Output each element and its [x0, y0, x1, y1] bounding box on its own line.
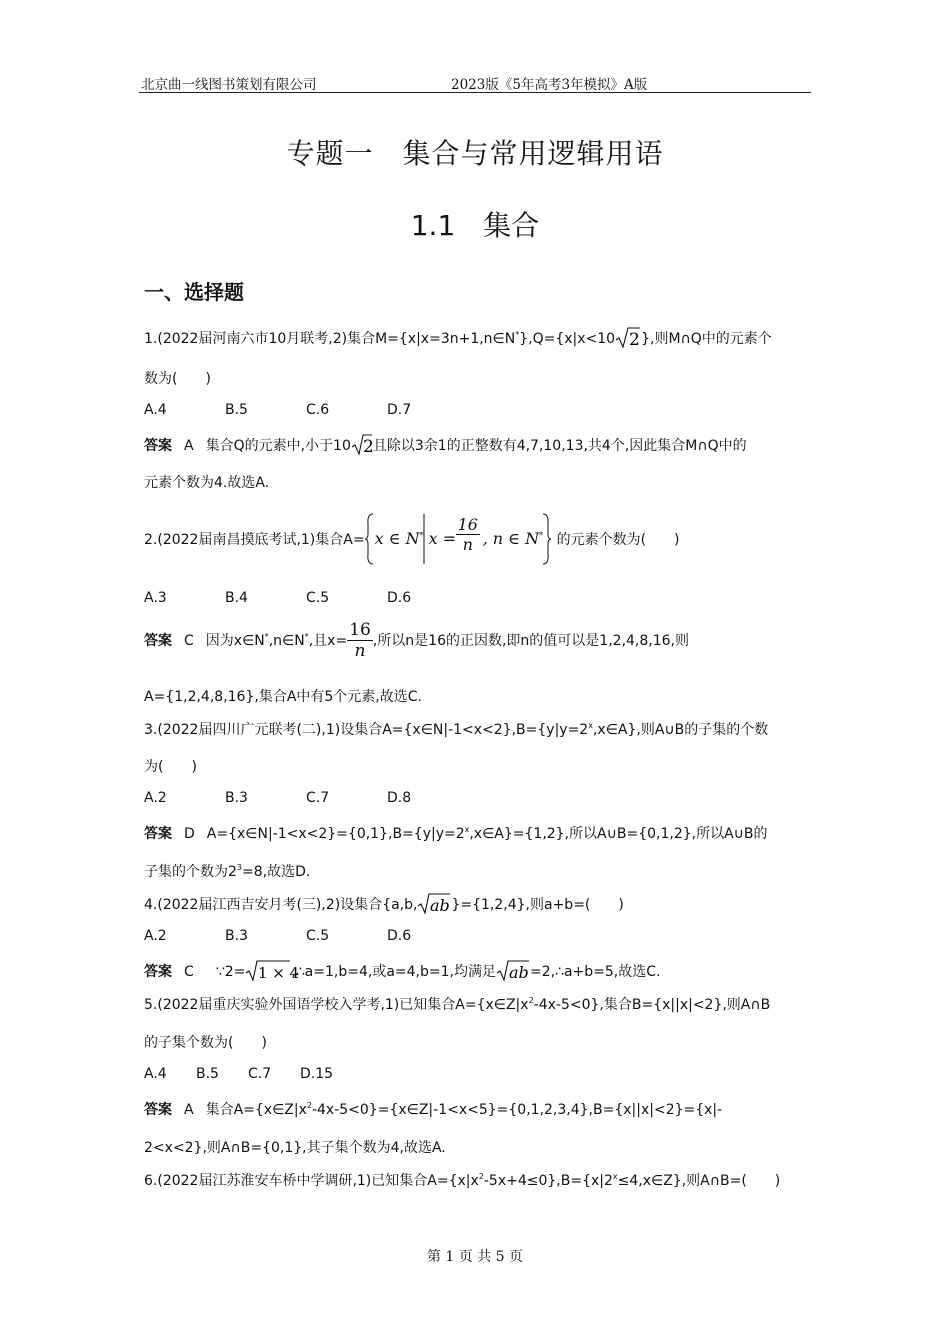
sqrt-sign — [496, 959, 530, 983]
q5-answer-line2: 2<x<2},则A∩B={0,1},其子集个数为4,故选A. — [144, 1140, 446, 1156]
q6-stem: 6.(2022届江苏淮安车桥中学调研,1)已知集合$A=\{x|x^2-5x+4\le 0\},B=\{x|2^x\le 4,x\in Z\}$,则A∩B=( ) — [144, 1172, 781, 1189]
q5-option-d: D.15 — [300, 1066, 334, 1082]
q5-stem-line2: 的子集个数为( ) — [144, 1035, 267, 1051]
svg-text:ab: ab — [430, 896, 451, 915]
q4-option-c: C.5 — [306, 928, 330, 944]
publisher: 北京曲一线图书策划有限公司 — [141, 77, 317, 93]
svg-text:ab: ab — [508, 963, 529, 982]
svg-text:2: 2 — [629, 330, 640, 350]
set-builder: x ∈ N* x = $\frac{16}{n}$ , n ∈ N* — [365, 512, 555, 566]
section-heading: 一、选择题 — [144, 280, 244, 304]
q3-answer: 答案 D $A=\{x\in N|-1<x<2\}=\{0,1\},B=\{y|y=2^x,x\in A\}=\{1,2\}$,所以A∪B={0,1,2},所以A∪B的 — [144, 825, 768, 842]
q3-stem-line2: 为( ) — [144, 759, 197, 775]
q4-option-d: D.6 — [387, 928, 412, 944]
q2-stem: 2.(2022届南昌摸底考试,1)集合A= x ∈ N* x = $\frac{16}{n}$ , n ∈ N* 的元素个数为( ) — [144, 512, 680, 570]
q1-stem-line2: 数为( ) — [144, 371, 211, 387]
q4-stem: 4.(2022届江西吉安月考(三),2)设集合{a,b, ab }={1,2,4},则a+b=( ) — [144, 892, 624, 916]
q1-option-c: C.6 — [306, 402, 330, 418]
section-title: 1.1 集合 — [410, 209, 540, 242]
sqrt-sign — [351, 433, 373, 457]
q1-option-a: A.4 — [144, 402, 167, 418]
q5-option-c: C.7 — [248, 1066, 272, 1082]
q2-option-b: B.4 — [225, 590, 248, 606]
page-footer: 第 1 页 共 5 页 — [426, 1249, 524, 1265]
sqrt-sign — [245, 959, 300, 983]
sqrt-sign — [615, 326, 641, 350]
q5-option-a: A.4 — [144, 1066, 167, 1082]
q3-answer-line2: 子集的个数为$2^3=8$,故选D. — [144, 863, 311, 880]
fraction: $\frac{16}{n}$ — [349, 620, 371, 662]
svg-text:2: 2 — [362, 437, 374, 457]
q2-option-a: A.3 — [144, 590, 167, 606]
q3-option-b: B.3 — [225, 790, 248, 806]
q2-option-d: D.6 — [387, 590, 412, 606]
q5-stem: 5.(2022届重庆实验外国语学校入学考,1)已知集合$A=\{x\in Z|x^2-4x-5<0\}$,集合B={x||x|<2},则A∩B — [144, 996, 771, 1013]
q4-option-a: A.2 — [144, 928, 167, 944]
q5-answer: 答案 A 集合$A=\{x\in Z|x^2-4x-5<0\}=\{x\in Z|-1<x<5\}=\{0,1,2,3,4\},B=\{x||x|<2\}=\{x|-$ — [144, 1101, 723, 1118]
q3-option-a: A.2 — [144, 790, 167, 806]
sqrt-sign — [417, 892, 451, 916]
q3-option-d: D.8 — [387, 790, 412, 806]
svg-text:1 × 4: 1 × 4 — [258, 964, 300, 982]
q4-answer: 答案 C ∵2= 1 × 4 ,∴a=1,b=4,或a=4,b=1,均满足 ab =2,∴a+b=5,故选C. — [144, 959, 660, 983]
q1-stem: 1.(2022届河南六市10月联考,2)集合M={x|x=3n+1,n∈N*},Q={x|x<10 2 },则M∩Q中的元素个 — [144, 326, 772, 350]
page-header — [139, 70, 811, 93]
q3-stem: 3.(2022届四川广元联考(二),1)设集合$A=\{x\in N|-1<x<2\},B=\{y|y=2^x,x\in A\}$,则A∪B的子集的个数 — [144, 721, 769, 738]
chapter-title: 专题一 集合与常用逻辑用语 — [286, 137, 664, 170]
q1-answer: 答案 A 集合Q的元素中,小于10 2 且除以3余1的正整数有4,7,10,13,共4个,因此集合M∩Q中的 — [144, 433, 747, 457]
q1-answer-line2: 元素个数为4.故选A. — [144, 475, 270, 491]
q2-answer: 答案 C 因为x∈N*,n∈N*,且x= $\frac{16}{n}$ ,所以n是16的正因数,即n的值可以是1,2,4,8,16,则 — [144, 620, 689, 662]
q4-option-b: B.3 — [225, 928, 248, 944]
edition: 2023版《5年高考3年模拟》A版 — [451, 77, 648, 93]
q1-option-d: D.7 — [387, 402, 412, 418]
q1-option-b: B.5 — [225, 402, 248, 418]
q2-option-c: C.5 — [306, 590, 330, 606]
q3-option-c: C.7 — [306, 790, 330, 806]
q5-option-b: B.5 — [196, 1066, 219, 1082]
q2-answer-line2: A={1,2,4,8,16},集合A中有5个元素,故选C. — [144, 689, 422, 705]
